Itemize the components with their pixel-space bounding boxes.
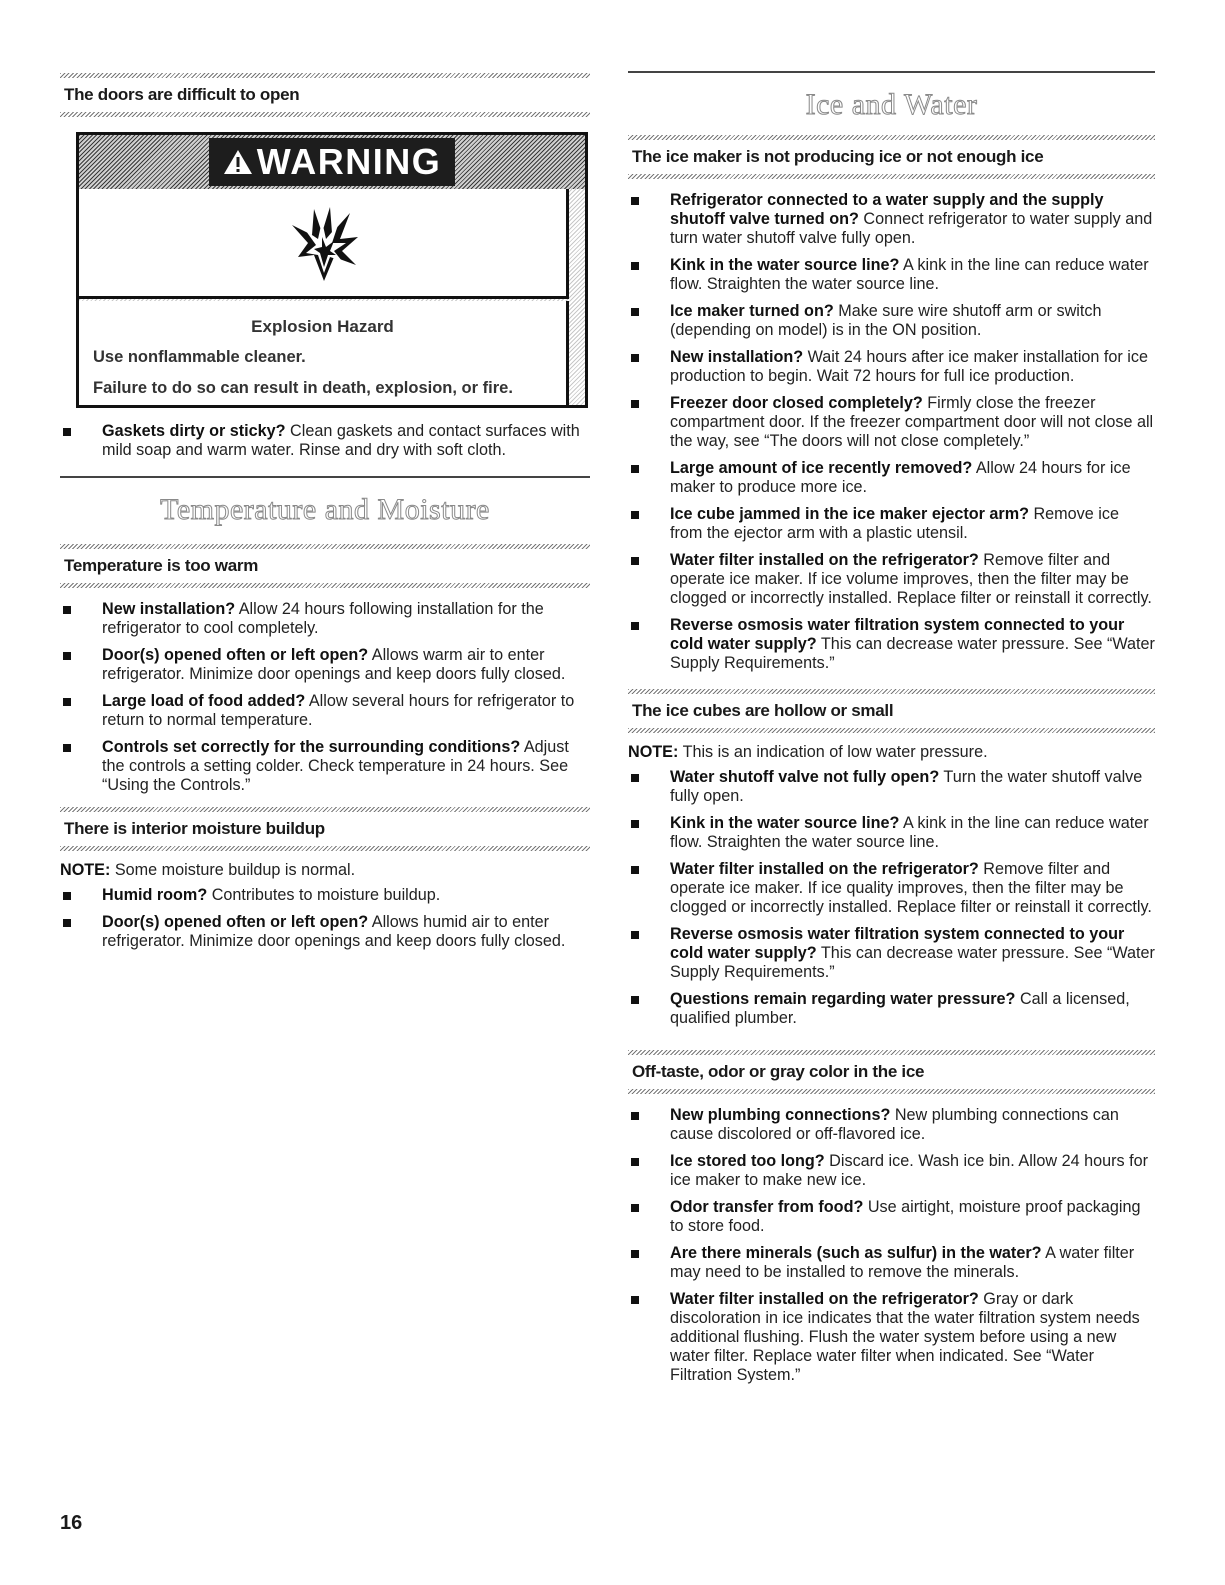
list-item [628,768,1155,806]
answer: Firmly close the freezer compartment door. If the freezer compartment door will not close all the way, see “The doors will not close completely.” [670,393,1154,450]
answer: Make sure wire shutoff arm or switch (depending on model) is in the ON position. [670,301,1102,339]
warning-title: WARNING [256,141,442,182]
page-number: 16 [60,1512,83,1534]
answer: Wait 24 hours after ice maker installation for ice production to begin. Wait 72 hours for full ice production. [670,347,1149,385]
answer: A water filter may need to be installed to remove the minerals. [670,1243,1135,1281]
note [628,743,1155,762]
question: Large amount of ice recently removed? [670,458,973,477]
question: Large load of food added? [102,691,306,710]
question: Door(s) opened often or left open? [102,645,369,664]
question: New plumbing connections? [670,1105,891,1124]
question: Reverse osmosis water filtration system connected to your cold water supply? [670,615,1125,653]
question: Water shutoff valve not fully open? [670,767,940,786]
answer: Allows warm air to enter refrigerator. Minimize door openings and keep doors fully closed. [102,645,566,683]
gaskets-list [60,422,590,460]
list-item [60,886,590,905]
question: Water filter installed on the refrigerator? [670,859,979,878]
answer: Connect refrigerator to water supply and turn water shutoff valve fully open. [670,209,1153,247]
answer: Turn the water shutoff valve fully open. [670,767,1143,805]
list-item [628,191,1155,248]
question: Water filter installed on the refrigerator? [670,550,979,569]
list-item [628,394,1155,451]
answer: Remove filter and operate ice maker. If ice volume improves, then the filter may be clogged or incorrectly installed. Replace filter or reinstall it correctly. [670,550,1152,607]
answer: Call a licensed, qualified plumber. [670,989,1130,1027]
left-column [60,0,590,117]
list-item [628,551,1155,608]
question: Ice cube jammed in the ice maker ejector arm? [670,504,1029,523]
list-item [60,646,590,684]
warning-badge [209,138,456,186]
answer: Allow 24 hours for ice maker to produce more ice. [670,458,1131,496]
question: Are there minerals (such as sulfur) in the water? [670,1243,1042,1262]
question: Water filter installed on the refrigerator? [670,1289,979,1308]
warm-list [60,600,590,795]
heading-text: There is interior moisture buildup [64,818,325,838]
question: Ice stored too long? [670,1151,825,1170]
question: Gaskets dirty or sticky? [102,422,286,440]
list-item [628,302,1155,340]
list-item [628,459,1155,497]
warning-box [76,132,588,408]
answer: Adjust the controls a setting colder. Check temperature in 24 hours. See “Using the Controls.” [102,737,569,794]
question: New installation? [102,599,236,618]
answer: Gray or dark discoloration in ice indicates that the water filtration system needs additional flushing. Flush the water system before using a new water filter. Replace water filter when indicated. See “Water Filtration System.” [670,1289,1140,1384]
hollow-list [628,768,1155,1028]
subsection-heading [628,140,1155,174]
list-item [628,256,1155,294]
answer: A kink in the line can reduce water flow. Straighten the water source line. [670,255,1149,293]
question: Humid room? [102,885,208,904]
list-item [628,616,1155,673]
note-text: This is an indication of low water pressure. [678,742,988,761]
list-item [60,692,590,730]
subsection-heading [60,549,590,583]
subsection-heading [628,694,1155,728]
answer: Remove ice from the ejector arm with a plastic utensil. [670,504,1119,542]
list-item [628,925,1155,982]
answer: New plumbing connections can cause discolored or off-flavored ice. [670,1105,1119,1143]
question: Questions remain regarding water pressure? [670,989,1016,1008]
heading-text: Off-taste, odor or gray color in the ice [632,1061,925,1081]
list-item [628,1244,1155,1282]
answer: Allow 24 hours following installation for the refrigerator to cool completely. [102,599,544,637]
not-producing-list [628,191,1155,673]
list-item [628,860,1155,917]
offtaste-list [628,1106,1155,1385]
warning-header [79,135,585,189]
list-item [60,422,590,460]
heading-text: The ice cubes are hollow or small [632,700,894,720]
note-label: NOTE: [628,742,679,761]
list-item [628,814,1155,852]
list-item [628,1106,1155,1144]
warning-text-panel [79,301,569,405]
warning-icon-panel [79,189,569,299]
answer: Clean gaskets and contact surfaces with mild soap and warm water. Rinse and dry with soft cloth. [102,422,580,459]
note-label: NOTE: [60,860,111,879]
left-column-lower [60,422,590,959]
answer: Remove filter and operate ice maker. If ice quality improves, then the filter may be clogged or incorrectly installed. Replace filter or reinstall it correctly. [670,859,1152,916]
answer: This can decrease water pressure. See “Water Supply Requirements.” [670,943,1155,981]
heading-text: Temperature is too warm [64,555,259,575]
list-item [60,913,590,951]
subsection-heading [60,812,590,846]
answer: Use airtight, moisture proof packaging to store food. [670,1197,1141,1235]
note [60,861,590,880]
answer: Allow several hours for refrigerator to return to normal temperature. [102,691,575,729]
question: New installation? [670,347,804,366]
note-text: Some moisture buildup is normal. [110,860,356,879]
list-item [628,990,1155,1028]
question: Reverse osmosis water filtration system connected to your cold water supply? [670,924,1125,962]
right-column [628,0,1155,1393]
answer: A kink in the line can reduce water flow. Straighten the water source line. [670,813,1149,851]
heading-text: The ice maker is not producing ice or not enough ice [632,146,1044,166]
question: Refrigerator connected to a water supply and the supply shutoff valve turned on? [670,190,1104,228]
question: Ice maker turned on? [670,301,834,320]
list-item [628,505,1155,543]
section-title: Temperature and Moisture [160,492,490,526]
warning-body [79,189,585,405]
question: Kink in the water source line? [670,813,900,832]
question: Controls set correctly for the surrounding conditions? [102,737,521,756]
question: Odor transfer from food? [670,1197,864,1216]
answer: Contributes to moisture buildup. [207,885,441,904]
list-item [628,348,1155,386]
warning-triangle-icon [223,148,253,176]
warning-line-1: Use nonflammable cleaner. [93,348,306,366]
subsection-heading [628,1055,1155,1089]
answer: This can decrease water pressure. See “Water Supply Requirements.” [670,634,1155,672]
question: Door(s) opened often or left open? [102,912,369,931]
list-item [628,1152,1155,1190]
list-item [60,738,590,795]
section-title: Ice and Water [805,87,978,121]
hazard-title: Explosion Hazard [251,317,394,336]
warning-line-2: Failure to do so can result in death, explosion, or fire. [93,379,513,397]
explosion-icon [284,203,364,283]
list-item [628,1290,1155,1385]
subsection-heading [60,78,590,112]
question: Kink in the water source line? [670,255,900,274]
divider [60,112,590,117]
moisture-list [60,886,590,951]
list-item [628,1198,1155,1236]
answer: Discard ice. Wash ice bin. Allow 24 hours for ice maker to make new ice. [670,1151,1148,1189]
question: Freezer door closed completely? [670,393,923,412]
heading-text: The doors are difficult to open [64,85,300,104]
list-item [60,600,590,638]
answer: Allows humid air to enter refrigerator. Minimize door openings and keep doors fully closed. [102,912,566,950]
